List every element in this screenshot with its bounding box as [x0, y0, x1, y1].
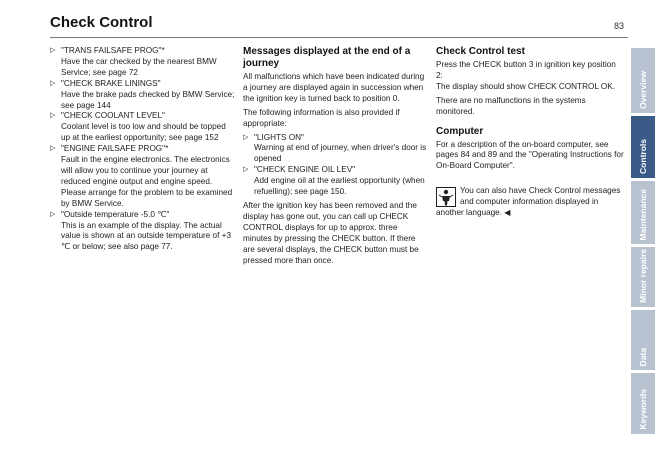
tab-overview[interactable] — [631, 48, 655, 113]
message-label: "CHECK COOLANT LEVEL" — [61, 111, 165, 121]
tab-label: Overview — [638, 71, 648, 109]
triangle-right-icon: ▷ — [50, 210, 56, 218]
message-text: Warning at end of journey, when driver's door is opened — [254, 143, 427, 164]
section-heading: Messages displayed at the end of a journey — [243, 46, 411, 69]
tab-keywords[interactable] — [631, 373, 655, 434]
list-item — [50, 79, 235, 112]
page-number: 83 — [614, 21, 625, 31]
paragraph: After the ignition key has been removed and the display has gone out, you can call up CHECK CONTROL displays for up to approx. three minutes by pressing the CHECK button. If there are several displays, the CHECK button must be pressed more than once. — [243, 200, 419, 265]
message-label: "LIGHTS ON" — [254, 132, 304, 142]
triangle-right-icon: ▷ — [50, 79, 56, 87]
note-text: You can also have Check Control messages and computer information displayed in another language. — [436, 186, 621, 218]
message-text: Fault in the engine electronics. The electronics will allow you to continue your journey at reduced engine output and engine speed. — [61, 155, 230, 186]
tab-label: Data — [638, 347, 648, 366]
column-end-of-journey — [243, 46, 428, 269]
message-text: Please arrange for the problem to be examined by BMW Service. — [61, 187, 233, 208]
list-item — [50, 144, 235, 209]
paragraph: The following information is also provided if appropriate: — [243, 107, 400, 128]
paragraph: All malfunctions which have been indicated during a journey are displayed again in succession when the ignition key is turned back to position 0. — [243, 72, 425, 103]
triangle-right-icon: ▷ — [50, 145, 56, 153]
list-item — [50, 46, 235, 79]
triangle-right-icon: ▷ — [243, 133, 249, 141]
paragraph: For a description of the on-board computer, see pages 84 and 89 and the "Operating Instructions for On-Board Computer". — [436, 139, 624, 171]
paragraph: There are no malfunctions in the systems monitored. — [436, 95, 586, 116]
section-heading: Computer — [436, 125, 484, 137]
tab-controls[interactable] — [631, 116, 655, 178]
tab-label: Minor repairs — [638, 249, 648, 303]
message-text: Add engine oil at the earliest opportunity (when refuelling); see page 150. — [254, 176, 425, 197]
section-heading: Check Control test — [436, 46, 525, 57]
tab-maintenance[interactable] — [631, 181, 655, 244]
list-item — [50, 111, 235, 144]
note — [436, 186, 624, 219]
column-warnings — [50, 46, 235, 253]
message-label: "CHECK BRAKE LININGS" — [61, 78, 161, 88]
triangle-right-icon: ▷ — [243, 166, 249, 174]
tab-minor-repairs[interactable] — [631, 247, 655, 307]
tab-label: Controls — [638, 139, 648, 174]
message-label: "TRANS FAILSAFE PROG"* — [61, 46, 165, 55]
column-test-computer — [436, 46, 624, 219]
message-text: Coolant level is too low and should be topped up at the earliest opportunity; see page 152 — [61, 122, 226, 143]
message-label: "CHECK ENGINE OIL LEV" — [254, 165, 356, 175]
message-text: Have the car checked by the nearest BMW Service; see page 72 — [61, 56, 217, 77]
paragraph: Press the CHECK button 3 in ignition key position 2: — [436, 60, 616, 80]
tab-label: Keywords — [638, 389, 648, 430]
list-item — [243, 133, 428, 166]
paragraph: The display should show CHECK CONTROL OK. — [436, 81, 615, 91]
tab-label: Maintenance — [638, 188, 648, 240]
triangle-right-icon: ▷ — [50, 47, 56, 54]
message-text: Have the brake pads checked by BMW Service; see page 144 — [61, 89, 235, 110]
tab-data[interactable] — [631, 310, 655, 370]
message-text: This is an example of the display. The actual value is shown at an outside temperature of +3 ℃ or below; see also page 77. — [61, 220, 231, 252]
message-label: "Outside temperature -5.0 ℃" — [61, 209, 170, 219]
list-item — [243, 165, 428, 198]
title-divider — [50, 37, 628, 38]
person-note-icon — [436, 187, 456, 207]
list-item — [50, 210, 235, 254]
page-title: Check Control — [50, 14, 153, 31]
triangle-right-icon: ▷ — [50, 112, 56, 120]
message-label: "ENGINE FAILSAFE PROG"* — [61, 144, 169, 154]
triangle-left-solid-icon: ◀ — [504, 208, 511, 218]
